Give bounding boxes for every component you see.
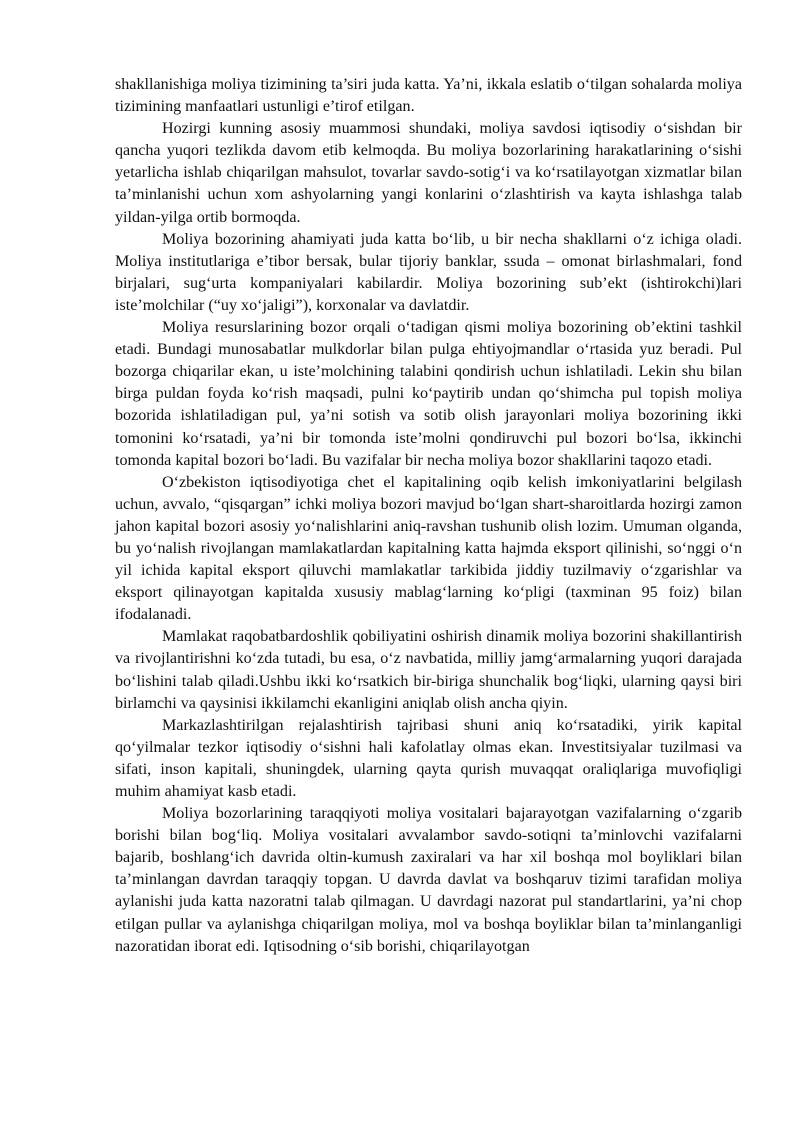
paragraph: O‘zbekiston iqtisodiyotiga chet el kapitalining oqib kelish imkoniyatlarini belgilash uchun, avvalo, “qisqargan” ichki moliya bozori mavjud bo‘lgan shart-sharoitlarda hozirgi zamon jahon kapital bozori asosiy yo‘nalishlarini aniq-ravshan tushunib olish lozim. Umuman olganda, bu yo‘nalish rivojlangan mamlakatlardan kapitalning katta hajmda eksport qilinishi, so‘nggi o‘n yil ichida kapital eksport qiluvchi mamlakatlar tarkibida jiddiy tuzilmaviy o‘zgarishlar va eksport qilinayotgan kapitalda xususiy mablag‘larning ko‘pligi (taxminan 95 foiz) bilan ifodalanadi. (115, 473, 742, 624)
paragraph: Hozirgi kunning asosiy muammosi shundaki, moliya savdosi iqtisodiy o‘sishdan bir qancha yuqori tezlikda davom etib kelmoqda. Bu moliya bozorlarining harakatlarining o‘sishi yetarlicha ishlab chiqarilgan mahsulot, tovarlar savdo-sotig‘i va ko‘rsatilayotgan xizmatlar bilan ta’minlanishi uchun xom ashyolarning yangi konlarini o‘zlashtirish va kayta ishlashga talab yildan-yilga ortib bormoqda. (115, 120, 742, 226)
document-page (115, 74, 742, 958)
paragraph: Moliya bozorlarining taraqqiyoti moliya vositalari bajarayotgan vazifalarning o‘zgarib borishi bilan bog‘liq. Moliya vositalari avvalambor savdo-sotiqni ta’minlovchi vazifalarni bajarib, boshlang‘ich davrida oltin-kumush zaxiralari va har xil boshqa mol boyliklari bilan ta’minlangan davrdan taraqqiy topgan. U davrda davlat va boshqaruv tizimi tarafidan moliya aylanishi juda katta nazoratni talab qilmagan. U davrdagi nazorat pul standartlarini, ya’ni chop etilgan pullar va aylanishga chiqarilgan moliya, mol va boshqa boyliklar bilan ta’minlanganligi nazoratidan iborat edi. Iqtisodning o‘sib borishi, chiqarilayotgan (115, 805, 742, 955)
paragraph: Moliya bozorining ahamiyati juda katta bo‘lib, u bir necha shakllarni o‘z ichiga oladi. Moliya institutlariga e’tibor bersak, bular tijoriy banklar, ssuda – omonat birlashmalari, fond birjalari, sug‘urta kompaniyalari kabilardir. Moliya bozorining sub’ekt (ishtirokchi)lari iste’molchilar (“uy xo‘jaligi”), korxonalar va davlatdir. (115, 230, 742, 314)
paragraph: Moliya resurslarining bozor orqali o‘tadigan qismi moliya bozorining ob’ektini tashkil etadi. Bundagi munosabatlar mulkdorlar bilan pulga ehtiyojmandlar o‘rtasida yuz beradi. Pul bozorga chiqarilar ekan, u iste’molchining talabini qondirish uchun ishlatiladi. Lekin shu bilan birga puldan foyda ko‘rish maqsadi, pulni ko‘paytirib undan qo‘shimcha pul topish moliya bozorida ishlatiladigan pul, ya’ni sotish va sotib olish jarayonlari moliya bozorining ikki tomonini ko‘rsatadi, ya’ni bir tomonda iste’molni qondiruvchi pul bozori bo‘lsa, ikkinchi tomonda kapital bozori bo‘ladi. Bu vazifalar bir necha moliya bozor shakllarini taqozo etadi. (115, 319, 742, 469)
paragraph: Mamlakat raqobatbardoshlik qobiliyatini oshirish dinamik moliya bozorini shakillantirish va rivojlantirishni ko‘zda tutadi, bu esa, o‘z navbatida, milliy jamg‘armalarning yuqori darajada bo‘lishini talab qiladi.Ushbu ikki ko‘rsatkich bir-biriga shunchalik bog‘liqki, ularning qaysi biri birlamchi va qaysinisi ikkilamchi ekanligini aniqlab olish ancha qiyin. (115, 628, 742, 712)
paragraph-continuation: shakllanishiga moliya tizimining ta’siri juda katta. Ya’ni, ikkala eslatib o‘tilgan sohalarda moliya tizimining manfaatlari ustunligi e’tirof etilgan. (115, 76, 742, 116)
paragraph: Markazlashtirilgan rejalashtirish tajribasi shuni aniq ko‘rsatadiki, yirik kapital qo‘yilmalar tezkor iqtisodiy o‘sishni hali kafolatlay olmas ekan. Investitsiyalar tuzilmasi va sifati, inson kapitali, shuningdek, ularning qayta qurish muvaqqat oraliqlariga muvofiqligi muhim ahamiyat kasb etadi. (115, 716, 742, 800)
